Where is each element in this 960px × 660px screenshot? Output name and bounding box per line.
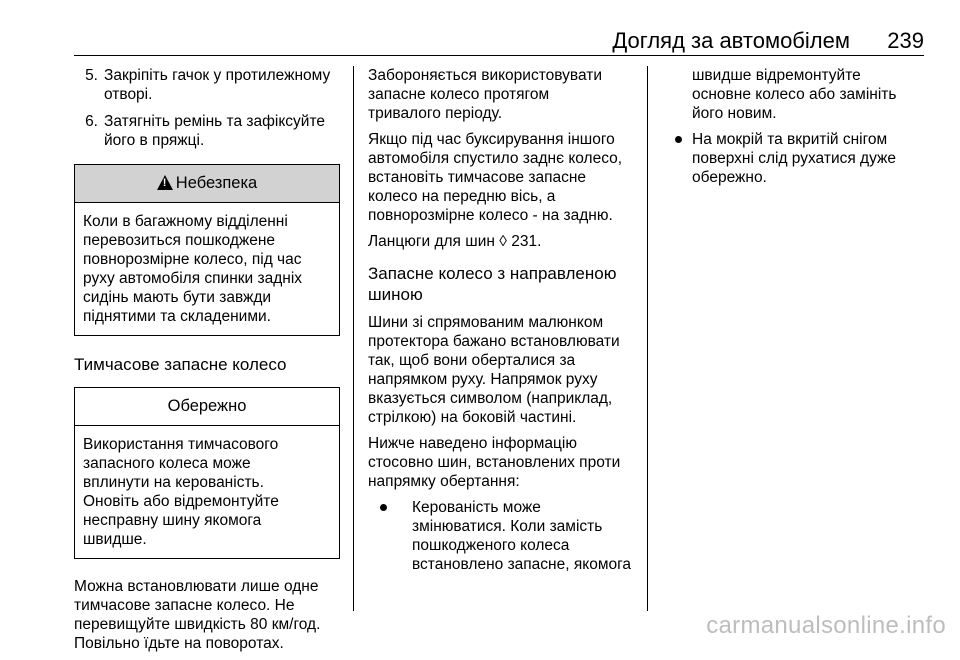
step-6 bbox=[74, 112, 340, 150]
danger-box-header bbox=[75, 165, 339, 203]
tire-chains-text: Ланцюги для шин bbox=[368, 233, 495, 250]
warning-triangle-icon bbox=[157, 175, 173, 190]
list-item bbox=[662, 130, 924, 187]
step-number: 5. bbox=[85, 67, 98, 84]
caution-box bbox=[74, 387, 340, 559]
step-number: 6. bbox=[85, 113, 98, 130]
header-divider bbox=[74, 55, 924, 56]
caution-box-title: Обережно bbox=[167, 397, 247, 415]
bullet-dot bbox=[368, 498, 412, 574]
page-number: 239 bbox=[887, 28, 924, 53]
step-text: Затягніть ремінь та зафіксуйте його в пряжці. bbox=[104, 113, 325, 149]
caution-box-text: Використання тимчасового запасного колеса може вплинути на керованість. Оновіть або відремонтуйте несправну шину якомога швидше. bbox=[83, 436, 279, 548]
paragraph-directional-tires: Шини зі спрямованим малюнком протектора бажано встановлювати так, щоб вони оберталися за напрямком руху. Напрямок руху вказується символом (наприклад, стрілкою) на боковій частині. bbox=[368, 314, 620, 426]
column-3 bbox=[662, 66, 924, 194]
page-header bbox=[0, 22, 960, 56]
column-divider-2 bbox=[647, 66, 648, 611]
step-text: Закріпіть гачок у протилежному отворі. bbox=[104, 67, 331, 103]
paragraph-tire-chains bbox=[368, 232, 634, 251]
column-divider-1 bbox=[353, 66, 354, 611]
list-item bbox=[368, 498, 634, 574]
column-2 bbox=[368, 66, 634, 581]
danger-box-title: Небезпека bbox=[175, 174, 258, 192]
watermark: carmanualsonline.info bbox=[706, 612, 946, 639]
header-title: Догляд за автомобілем bbox=[612, 28, 850, 53]
paragraph-prohibition: Забороняється використовувати запасне колесо протягом тривалого періоду. bbox=[368, 67, 602, 122]
section-title-directional-tire: Запасне колесо з направленою шиною bbox=[368, 264, 617, 304]
danger-box bbox=[74, 164, 340, 336]
column-1 bbox=[74, 66, 340, 660]
caution-box-header bbox=[75, 388, 339, 426]
bullet-text: На мокрій та вкритій снігом поверхні слід рухатися дуже обережно. bbox=[692, 131, 897, 186]
section-title-temporary-spare: Тимчасове запасне колесо bbox=[74, 355, 287, 374]
bullet-continuation: швидше відремонтуйте основне колесо або замініть його новим. bbox=[692, 67, 897, 122]
bullet-list bbox=[662, 130, 924, 187]
step-5 bbox=[74, 66, 340, 104]
danger-box-text: Коли в багажному відділенні перевозиться пошкоджене повнорозмірне колесо, під час руху автомобіля спинки задніх сидінь мають бути завжди піднятими та складеними. bbox=[83, 213, 303, 325]
paragraph-towing: Якщо під час буксирування іншого автомобіля спустило заднє колесо, встановіть тимчасове запасне колесо на передню вісь, а повнорозмірне колесо - на задню. bbox=[368, 131, 623, 224]
page-reference-link[interactable]: 231. bbox=[511, 233, 542, 250]
bullet-list bbox=[368, 498, 634, 574]
page-reference-arrow: ◊ bbox=[499, 233, 507, 250]
bullet-dot bbox=[662, 130, 692, 187]
paragraph-info-intro: Нижче наведено інформацію стосовно шин, встановлених проти напрямку обертання: bbox=[368, 435, 621, 490]
bullet-text: Керованість може змінюватися. Коли замість пошкодженого колеса встановлено запасне, якомога bbox=[412, 499, 632, 573]
paragraph-spare-usage: Можна встановлювати лише одне тимчасове запасне колесо. Не перевищуйте швидкість 80 км/год. Повільно їдьте на поворотах. bbox=[74, 578, 321, 652]
